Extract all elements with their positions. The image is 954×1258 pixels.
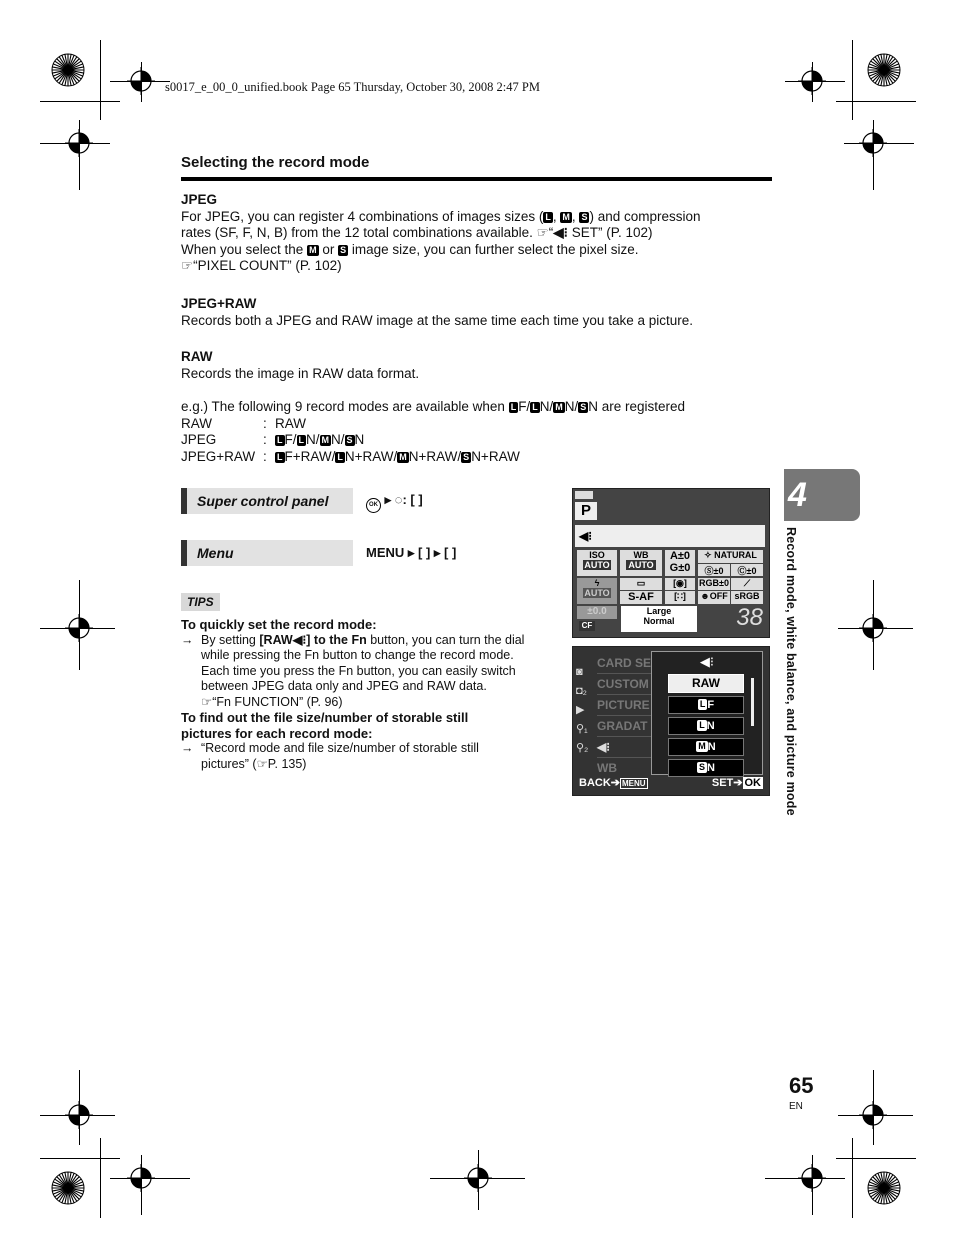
chapter-side-text: Record mode, white balance, and picture mode [784, 527, 798, 816]
menu-item[interactable]: GRADAT [597, 716, 655, 737]
scrollbar[interactable] [751, 678, 754, 726]
playback-tab-icon: ▶ [576, 704, 585, 716]
saturation-cell: RGB±0 [699, 578, 729, 588]
jpeg-raw-text: Records both a JPEG and RAW image at the same time each time you take a picture. [181, 312, 693, 328]
record-mode-icon: ◀⁝ [575, 525, 765, 547]
color-space-cell: sRGB [731, 591, 763, 604]
jpeg-line-2: rates (SF, F, N, B) from the 12 total combinations available. ☞“◀⁝ SET” (P. 102) [181, 225, 653, 240]
jpeg-raw-section [181, 296, 771, 329]
option-lf[interactable]: L F [668, 696, 744, 714]
menu-screen [572, 646, 770, 796]
tips-badge: TIPS [181, 593, 220, 611]
af-area-cell: [∷] [665, 591, 695, 604]
page-number: 65 [789, 1073, 814, 1098]
jpeg-raw-heading: JPEG+RAW [181, 296, 257, 311]
menu-label: Menu [181, 540, 353, 566]
jpeg-line-1: For JPEG, you can register 4 combinations of images sizes ( L , M , S ) and compression [181, 208, 701, 224]
jpeg-section [181, 192, 771, 275]
menu-path: MENU ▸ [ ] ▸ [ ] [366, 545, 457, 560]
shooting-mode: P [575, 502, 597, 520]
tips-question-1: To quickly set the record mode: [181, 617, 377, 632]
super-control-panel-screen [572, 488, 770, 638]
storable-count: 38 [736, 604, 763, 631]
custom2-tab-icon: ⚲₂ [576, 742, 589, 754]
menu-item[interactable]: CARD SE [597, 653, 655, 674]
section-title: Selecting the record mode [181, 154, 370, 171]
tips-question-2b: pictures for each record mode: [181, 725, 373, 741]
record-mode-popup [651, 651, 763, 775]
option-sn[interactable]: S N [668, 759, 744, 777]
title-rule [181, 177, 772, 181]
menu-item[interactable]: WB [597, 761, 617, 775]
gradation-cell: ⟋ [731, 578, 763, 590]
scp-label: Super control panel [181, 488, 353, 514]
raw-heading: RAW [181, 349, 213, 364]
sharpness-cell: Ⓢ±0 [698, 564, 730, 576]
menu-item[interactable]: CUSTOM [597, 674, 655, 695]
tips-body [181, 617, 561, 772]
contrast-cell: Ⓒ±0 [731, 564, 763, 576]
back-hint: BACK➔ MENU [579, 777, 646, 789]
tips-answer-2: → “Record mode and file size/number of storable still pictures” (☞P. 135) [181, 741, 479, 771]
drive-cell: ▭ [620, 578, 662, 590]
picture-mode-cell: ✧ NATURAL [698, 550, 763, 563]
jpeg-heading: JPEG [181, 192, 218, 207]
menu-tab-icons [576, 663, 588, 758]
chapter-tab: 4 [784, 469, 860, 521]
record-size-cell: Large Normal [621, 606, 697, 632]
metering-cell: [◉] [665, 578, 695, 590]
custom1-tab-icon: ⚲₁ [576, 723, 588, 735]
raw-section [181, 349, 771, 382]
example-row: JPEG : L F/ L N/ M N/ S N [181, 432, 365, 447]
tips-answer-1: → By setting [RAW◀⁝] to the Fn button, you can turn the dial while pressing the Fn button to change the record mode. Each time you press the Fn button, you can easily switch between JPEG data only and JPEG and RAW data. ☞“Fn FUNCTION” (P. 96) [181, 632, 525, 709]
menu-item[interactable]: PICTURE [597, 695, 655, 716]
face-cell: ☻OFF [698, 591, 730, 604]
record-mode-icon: ◀⁝ [699, 654, 715, 669]
af-mode-cell: S-AF [620, 591, 662, 604]
example-section [181, 399, 771, 465]
book-header: s0017_e_00_0_unified.book Page 65 Thursday, October 30, 2008 2:47 PM [165, 80, 540, 94]
example-row: JPEG+RAW : L F+RAW/ L N+RAW/ M N+RAW/ S N+RAW [181, 448, 520, 464]
menu-item-record-mode[interactable]: ◀⁝ [597, 737, 655, 758]
battery-icon [575, 491, 593, 499]
example-row: RAW : RAW [181, 415, 306, 431]
set-hint: SET➔ OK [711, 777, 761, 789]
camera1-tab-icon: ◙ [576, 666, 583, 678]
menu-items [597, 653, 655, 778]
language-code: EN [789, 1101, 803, 1112]
option-mn[interactable]: M N [668, 738, 744, 756]
tips-question-2: To find out the file size/number of storable still [181, 710, 469, 725]
wb-adjust-cell: A±0 G±0 [665, 550, 695, 576]
wb-cell: WB AUTO [620, 550, 662, 576]
camera2-tab-icon: ◘₂ [576, 685, 587, 697]
option-raw[interactable]: RAW [668, 674, 744, 693]
raw-text: Records the image in RAW data format. [181, 365, 420, 381]
option-ln[interactable]: L N [668, 717, 744, 735]
jpeg-line-3: When you select the M or S image size, you can further select the pixel size. [181, 241, 639, 257]
jpeg-line-4: ☞“PIXEL COUNT” (P. 102) [181, 258, 342, 273]
flash-cell: ϟ AUTO [577, 578, 617, 604]
ok-icon: OK [366, 498, 381, 513]
flash-comp-cell: ±0.0 [577, 606, 617, 619]
iso-cell: ISO AUTO [577, 550, 617, 576]
example-intro: e.g.) The following 9 record modes are available when L F/ L N/ M N/ S N are registered [181, 399, 685, 414]
scp-path: OK ▸ ◌: [ ] [366, 492, 423, 513]
card-cell: CF [579, 621, 595, 631]
